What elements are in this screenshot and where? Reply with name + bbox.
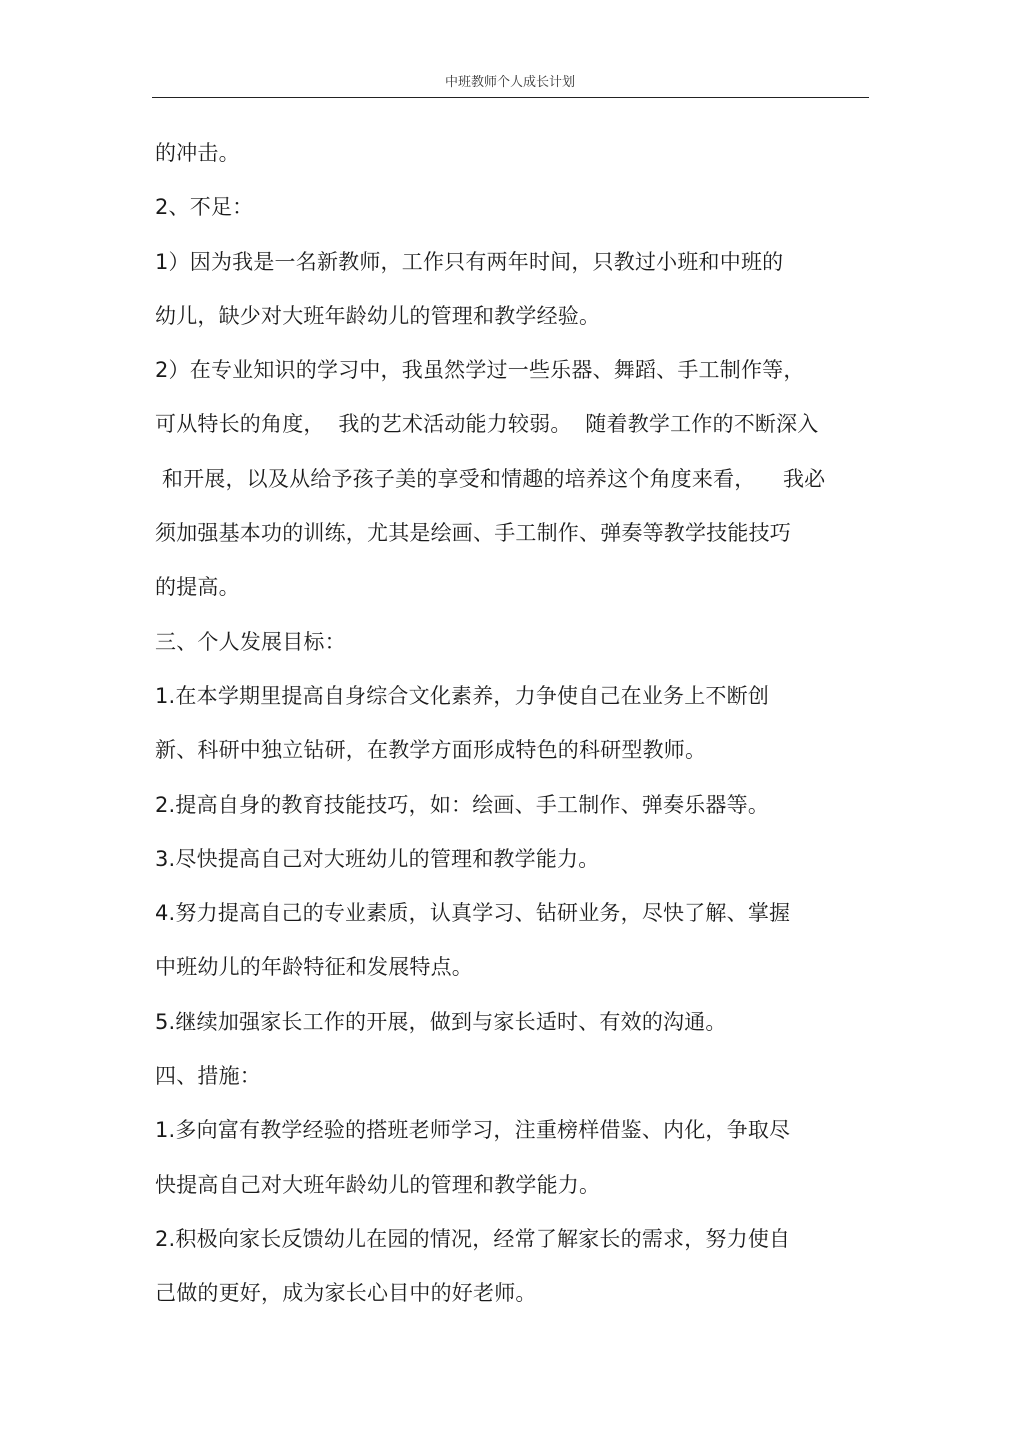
text-line: 己做的更好，成为家长心目中的好老师。: [155, 1281, 537, 1306]
text-line: 的提高。: [155, 575, 240, 600]
text-line: 新、科研中独立钻研，在教学方面形成特色的科研型教师。: [155, 738, 707, 763]
text-line: 可从特长的角度， 我的艺术活动能力较弱。 随着教学工作的不断深入: [155, 412, 819, 437]
text-line: 的冲击。: [155, 141, 240, 165]
text-line: 2.提高自身的教育技能技巧，如：绘画、手工制作、弹奏乐器等。: [155, 792, 770, 817]
text-line: 2.积极向家长反馈幼儿在园的情况，经常了解家长的需求，努力使自: [155, 1226, 791, 1251]
text-line: 快提高自己对大班年龄幼儿的管理和教学能力。: [155, 1172, 601, 1197]
document-body: [155, 126, 875, 1321]
text-line: 3.尽快提高自己对大班幼儿的管理和教学能力。: [155, 846, 600, 871]
text-line: 1）因为我是一名新教师，工作只有两年时间，只教过小班和中班的: [155, 249, 784, 274]
section-heading: 四、措施：: [155, 1064, 261, 1089]
text-line: 4.努力提高自己的专业素质，认真学习、钻研业务，尽快了解、掌握: [155, 901, 791, 926]
section-heading: 三、个人发展目标：: [155, 629, 346, 654]
text-line: 和开展，以及从给予孩子美的享受和情趣的培养这个角度来看， 我必: [155, 466, 826, 491]
text-line: 2、不足：: [155, 195, 254, 220]
text-line: 1.多向富有教学经验的搭班老师学习，注重榜样借鉴、内化，争取尽: [155, 1118, 791, 1143]
text-line: 1.在本学期里提高自身综合文化素养，力争使自己在业务上不断创: [155, 683, 770, 708]
text-line: 幼儿，缺少对大班年龄幼儿的管理和教学经验。: [155, 303, 601, 328]
text-line: 中班幼儿的年龄特征和发展特点。: [155, 955, 473, 980]
text-line: 5.继续加强家长工作的开展，做到与家长适时、有效的沟通。: [155, 1009, 727, 1034]
text-line: 须加强基本功的训练，尤其是绘画、手工制作、弹奏等教学技能技巧: [155, 521, 791, 546]
page-header-title: 中班教师个人成长计划: [444, 75, 575, 90]
text-line: 2）在专业知识的学习中，我虽然学过一些乐器、舞蹈、手工制作等，: [155, 358, 805, 383]
header-divider: [152, 97, 869, 98]
